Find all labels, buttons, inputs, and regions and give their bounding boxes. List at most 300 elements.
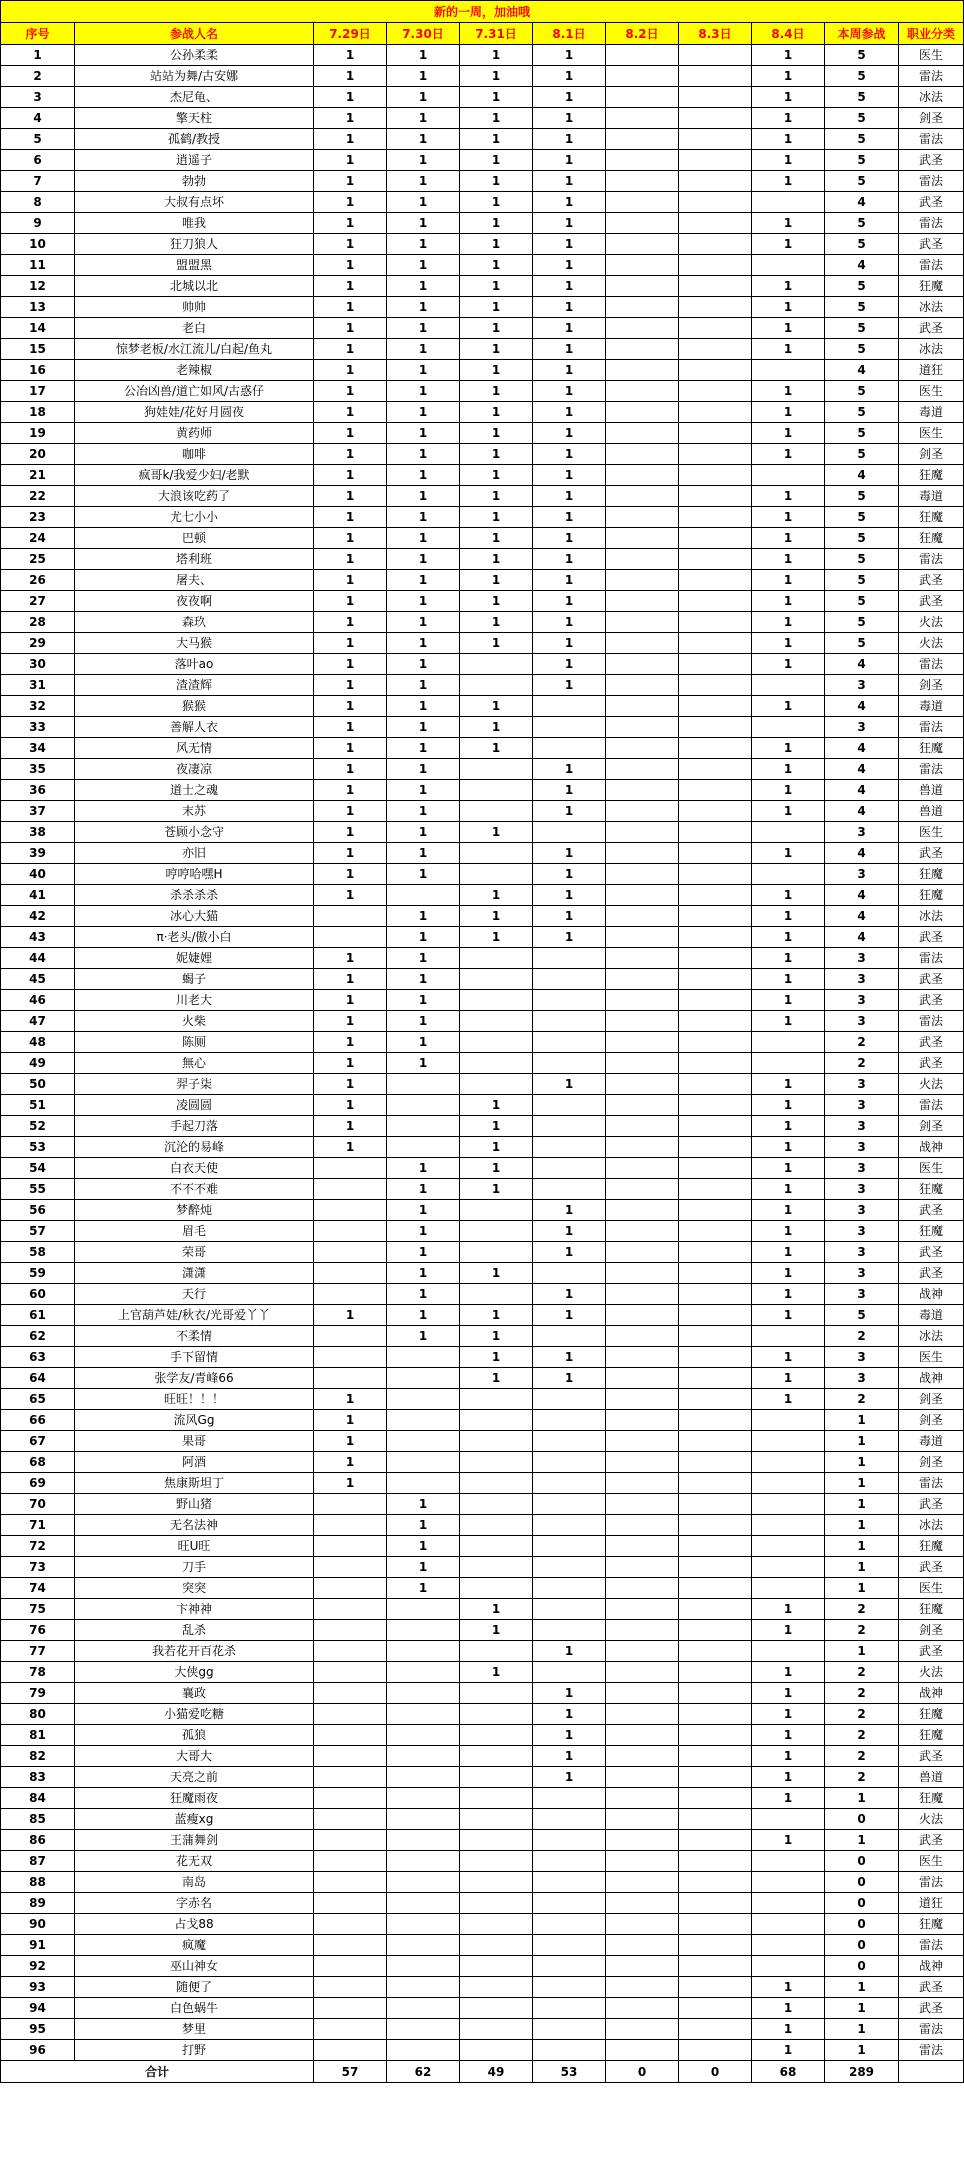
class-cell[interactable]: 医生	[899, 1578, 964, 1599]
participant-name-cell[interactable]: 打野	[75, 2040, 314, 2061]
day-attendance-cell[interactable]	[752, 192, 825, 213]
day-attendance-cell[interactable]	[752, 465, 825, 486]
weekly-total-cell[interactable]: 2	[825, 1662, 899, 1683]
day-attendance-cell[interactable]	[679, 570, 752, 591]
day-attendance-cell[interactable]: 1	[752, 885, 825, 906]
day-attendance-cell[interactable]	[679, 444, 752, 465]
day-attendance-cell[interactable]	[606, 1599, 679, 1620]
row-seq-cell[interactable]: 66	[1, 1410, 75, 1431]
row-seq-cell[interactable]: 47	[1, 1011, 75, 1032]
day-attendance-cell[interactable]	[387, 1788, 460, 1809]
weekly-total-cell[interactable]: 5	[825, 591, 899, 612]
row-seq-cell[interactable]: 13	[1, 297, 75, 318]
day-attendance-cell[interactable]: 1	[314, 864, 387, 885]
day-attendance-cell[interactable]: 1	[460, 1095, 533, 1116]
class-cell[interactable]: 雷法	[899, 1011, 964, 1032]
weekly-total-cell[interactable]: 5	[825, 570, 899, 591]
day-attendance-cell[interactable]	[679, 1662, 752, 1683]
row-seq-cell[interactable]: 16	[1, 360, 75, 381]
participant-name-cell[interactable]: 火柴	[75, 1011, 314, 1032]
day-attendance-cell[interactable]	[533, 1788, 606, 1809]
day-attendance-cell[interactable]	[387, 1347, 460, 1368]
day-attendance-cell[interactable]: 1	[387, 654, 460, 675]
participant-name-cell[interactable]: 旺旺！！！	[75, 1389, 314, 1410]
day-attendance-cell[interactable]: 1	[460, 129, 533, 150]
day-attendance-cell[interactable]	[606, 66, 679, 87]
day-attendance-cell[interactable]: 1	[533, 234, 606, 255]
participant-name-cell[interactable]: 阿酒	[75, 1452, 314, 1473]
day-attendance-cell[interactable]	[679, 549, 752, 570]
day-attendance-cell[interactable]	[606, 444, 679, 465]
day-attendance-cell[interactable]: 1	[460, 1305, 533, 1326]
class-cell[interactable]: 武圣	[899, 591, 964, 612]
day-attendance-cell[interactable]: 1	[314, 276, 387, 297]
participant-name-cell[interactable]: 亦旧	[75, 843, 314, 864]
class-cell[interactable]: 剑圣	[899, 108, 964, 129]
weekly-total-cell[interactable]: 1	[825, 2040, 899, 2061]
row-seq-cell[interactable]: 6	[1, 150, 75, 171]
row-seq-cell[interactable]: 85	[1, 1809, 75, 1830]
weekly-total-cell[interactable]: 3	[825, 1242, 899, 1263]
weekly-total-cell[interactable]: 0	[825, 1851, 899, 1872]
weekly-total-cell[interactable]: 4	[825, 465, 899, 486]
weekly-total-cell[interactable]: 3	[825, 1368, 899, 1389]
day-attendance-cell[interactable]	[752, 360, 825, 381]
class-cell[interactable]: 兽道	[899, 801, 964, 822]
day-attendance-cell[interactable]: 1	[460, 255, 533, 276]
class-cell[interactable]: 武圣	[899, 1977, 964, 1998]
day-attendance-cell[interactable]	[752, 717, 825, 738]
weekly-total-cell[interactable]: 5	[825, 108, 899, 129]
day-attendance-cell[interactable]	[387, 1095, 460, 1116]
row-seq-cell[interactable]: 57	[1, 1221, 75, 1242]
day-attendance-cell[interactable]	[387, 1410, 460, 1431]
day-attendance-cell[interactable]	[752, 1935, 825, 1956]
participant-name-cell[interactable]: 风无情	[75, 738, 314, 759]
day-attendance-cell[interactable]	[387, 1998, 460, 2019]
day-attendance-cell[interactable]: 1	[533, 1746, 606, 1767]
grand-total-cell[interactable]: 289	[825, 2061, 899, 2083]
day-attendance-cell[interactable]	[679, 465, 752, 486]
day-attendance-cell[interactable]	[606, 171, 679, 192]
class-cell[interactable]: 兽道	[899, 780, 964, 801]
day-attendance-cell[interactable]	[314, 1998, 387, 2019]
day-attendance-cell[interactable]	[460, 1410, 533, 1431]
day-attendance-cell[interactable]	[314, 1347, 387, 1368]
day-attendance-cell[interactable]: 1	[533, 1704, 606, 1725]
day-attendance-cell[interactable]	[460, 1074, 533, 1095]
day-attendance-cell[interactable]	[460, 1242, 533, 1263]
day-attendance-cell[interactable]	[460, 1641, 533, 1662]
day-attendance-cell[interactable]: 1	[752, 1347, 825, 1368]
row-seq-cell[interactable]: 89	[1, 1893, 75, 1914]
weekly-total-cell[interactable]: 0	[825, 1935, 899, 1956]
row-seq-cell[interactable]: 35	[1, 759, 75, 780]
day-attendance-cell[interactable]	[533, 738, 606, 759]
day-attendance-cell[interactable]	[533, 1662, 606, 1683]
day-attendance-cell[interactable]	[606, 990, 679, 1011]
day-attendance-cell[interactable]: 1	[533, 549, 606, 570]
day-attendance-cell[interactable]: 1	[533, 402, 606, 423]
day-attendance-cell[interactable]	[606, 297, 679, 318]
day-attendance-cell[interactable]	[752, 1956, 825, 1977]
day-attendance-cell[interactable]: 1	[752, 969, 825, 990]
day-attendance-cell[interactable]	[679, 675, 752, 696]
day-attendance-cell[interactable]	[460, 1893, 533, 1914]
day-attendance-cell[interactable]	[460, 1914, 533, 1935]
day-attendance-cell[interactable]: 1	[752, 66, 825, 87]
row-seq-cell[interactable]: 72	[1, 1536, 75, 1557]
day-attendance-cell[interactable]	[460, 1200, 533, 1221]
weekly-total-cell[interactable]: 3	[825, 675, 899, 696]
day-attendance-cell[interactable]: 1	[460, 423, 533, 444]
participant-name-cell[interactable]: 巫山神女	[75, 1956, 314, 1977]
class-cell[interactable]: 雷法	[899, 717, 964, 738]
weekly-total-cell[interactable]: 3	[825, 717, 899, 738]
day-attendance-cell[interactable]: 1	[460, 717, 533, 738]
day-attendance-cell[interactable]	[606, 1704, 679, 1725]
column-header[interactable]: 7.31日	[460, 23, 533, 45]
day-attendance-cell[interactable]	[679, 885, 752, 906]
day-attendance-cell[interactable]	[679, 1788, 752, 1809]
participant-name-cell[interactable]: 王蒲舞剑	[75, 1830, 314, 1851]
row-seq-cell[interactable]: 58	[1, 1242, 75, 1263]
row-seq-cell[interactable]: 91	[1, 1935, 75, 1956]
day-attendance-cell[interactable]	[606, 528, 679, 549]
day-attendance-cell[interactable]: 1	[752, 444, 825, 465]
class-cell[interactable]: 医生	[899, 45, 964, 66]
day-attendance-cell[interactable]: 1	[460, 465, 533, 486]
class-cell[interactable]: 毒道	[899, 1305, 964, 1326]
day-attendance-cell[interactable]	[606, 1368, 679, 1389]
day-attendance-cell[interactable]	[606, 1179, 679, 1200]
class-cell[interactable]: 雷法	[899, 2040, 964, 2061]
day-attendance-cell[interactable]	[387, 1473, 460, 1494]
class-cell[interactable]: 雷法	[899, 1935, 964, 1956]
day-attendance-cell[interactable]	[752, 1557, 825, 1578]
day-attendance-cell[interactable]	[679, 1242, 752, 1263]
day-attendance-cell[interactable]	[606, 1242, 679, 1263]
day-attendance-cell[interactable]: 1	[314, 1431, 387, 1452]
participant-name-cell[interactable]: 张学友/青峰66	[75, 1368, 314, 1389]
day-attendance-cell[interactable]	[460, 1032, 533, 1053]
day-attendance-cell[interactable]: 1	[387, 465, 460, 486]
day-attendance-cell[interactable]: 1	[752, 1620, 825, 1641]
day-attendance-cell[interactable]	[314, 1242, 387, 1263]
day-attendance-cell[interactable]: 1	[752, 318, 825, 339]
day-attendance-cell[interactable]	[387, 1368, 460, 1389]
day-attendance-cell[interactable]	[387, 1767, 460, 1788]
day-attendance-cell[interactable]	[679, 45, 752, 66]
day-attendance-cell[interactable]: 1	[314, 381, 387, 402]
day-attendance-cell[interactable]	[606, 1326, 679, 1347]
row-seq-cell[interactable]: 45	[1, 969, 75, 990]
participant-name-cell[interactable]: 疯哥k/我爱少妇/老默	[75, 465, 314, 486]
class-cell[interactable]: 狂魔	[899, 528, 964, 549]
day-attendance-cell[interactable]: 1	[533, 444, 606, 465]
weekly-total-cell[interactable]: 1	[825, 1830, 899, 1851]
participant-name-cell[interactable]: 果哥	[75, 1431, 314, 1452]
row-seq-cell[interactable]: 42	[1, 906, 75, 927]
participant-name-cell[interactable]: 孤狼	[75, 1725, 314, 1746]
day-attendance-cell[interactable]	[606, 2040, 679, 2061]
row-seq-cell[interactable]: 5	[1, 129, 75, 150]
day-attendance-cell[interactable]: 1	[752, 1704, 825, 1725]
day-attendance-cell[interactable]	[606, 276, 679, 297]
day-attendance-cell[interactable]: 1	[387, 192, 460, 213]
day-attendance-cell[interactable]	[606, 1032, 679, 1053]
participant-name-cell[interactable]: 老辣椒	[75, 360, 314, 381]
day-attendance-cell[interactable]: 1	[460, 276, 533, 297]
day-attendance-cell[interactable]: 1	[752, 780, 825, 801]
day-attendance-cell[interactable]: 1	[533, 276, 606, 297]
weekly-total-cell[interactable]: 2	[825, 1599, 899, 1620]
day-attendance-cell[interactable]	[606, 1284, 679, 1305]
day-attendance-cell[interactable]	[387, 1620, 460, 1641]
weekly-total-cell[interactable]: 5	[825, 549, 899, 570]
participant-name-cell[interactable]: 巴顿	[75, 528, 314, 549]
day-attendance-cell[interactable]	[460, 654, 533, 675]
participant-name-cell[interactable]: 沉沦的易峰	[75, 1137, 314, 1158]
participant-name-cell[interactable]: 蓝瘦xg	[75, 1809, 314, 1830]
day-attendance-cell[interactable]: 1	[387, 1053, 460, 1074]
class-cell[interactable]: 医生	[899, 1347, 964, 1368]
day-attendance-cell[interactable]: 1	[314, 570, 387, 591]
column-header[interactable]: 本周参战	[825, 23, 899, 45]
participant-name-cell[interactable]: 川老大	[75, 990, 314, 1011]
day-attendance-cell[interactable]: 1	[752, 1788, 825, 1809]
class-cell[interactable]: 毒道	[899, 486, 964, 507]
row-seq-cell[interactable]: 88	[1, 1872, 75, 1893]
class-cell[interactable]: 武圣	[899, 234, 964, 255]
day-attendance-cell[interactable]: 1	[752, 297, 825, 318]
weekly-total-cell[interactable]: 1	[825, 1536, 899, 1557]
day-attendance-cell[interactable]: 1	[460, 1116, 533, 1137]
day-attendance-cell[interactable]	[533, 696, 606, 717]
class-cell[interactable]: 武圣	[899, 570, 964, 591]
class-cell[interactable]: 武圣	[899, 1032, 964, 1053]
day-attendance-cell[interactable]: 1	[387, 129, 460, 150]
day-attendance-cell[interactable]: 1	[752, 234, 825, 255]
day-attendance-cell[interactable]	[314, 1872, 387, 1893]
day-attendance-cell[interactable]: 1	[387, 213, 460, 234]
day-attendance-cell[interactable]	[314, 1662, 387, 1683]
day-attendance-cell[interactable]: 1	[533, 87, 606, 108]
day-attendance-cell[interactable]	[679, 1515, 752, 1536]
day-attendance-cell[interactable]	[460, 1494, 533, 1515]
class-cell[interactable]: 雷法	[899, 1473, 964, 1494]
day-attendance-cell[interactable]	[533, 1431, 606, 1452]
class-cell[interactable]: 雷法	[899, 255, 964, 276]
class-cell[interactable]: 雷法	[899, 759, 964, 780]
day-attendance-cell[interactable]	[679, 1410, 752, 1431]
day-attendance-cell[interactable]	[533, 1473, 606, 1494]
row-seq-cell[interactable]: 70	[1, 1494, 75, 1515]
participant-name-cell[interactable]: 狂魔雨夜	[75, 1788, 314, 1809]
day-attendance-cell[interactable]	[460, 843, 533, 864]
day-attendance-cell[interactable]	[679, 213, 752, 234]
row-seq-cell[interactable]: 33	[1, 717, 75, 738]
participant-name-cell[interactable]: 苍顾小念守	[75, 822, 314, 843]
day-attendance-cell[interactable]	[314, 1977, 387, 1998]
day-attendance-cell[interactable]	[679, 1137, 752, 1158]
day-attendance-cell[interactable]: 1	[752, 1767, 825, 1788]
day-attendance-cell[interactable]	[533, 1494, 606, 1515]
day-attendance-cell[interactable]	[533, 990, 606, 1011]
day-attendance-cell[interactable]: 1	[533, 801, 606, 822]
row-seq-cell[interactable]: 34	[1, 738, 75, 759]
day-attendance-cell[interactable]	[679, 801, 752, 822]
day-attendance-cell[interactable]: 1	[314, 801, 387, 822]
day-attendance-cell[interactable]: 1	[460, 570, 533, 591]
day-attendance-cell[interactable]	[533, 2019, 606, 2040]
day-attendance-cell[interactable]: 1	[752, 906, 825, 927]
participant-name-cell[interactable]: 小猫爱吃糖	[75, 1704, 314, 1725]
day-attendance-cell[interactable]: 1	[460, 738, 533, 759]
day-attendance-cell[interactable]	[387, 1599, 460, 1620]
row-seq-cell[interactable]: 12	[1, 276, 75, 297]
participant-name-cell[interactable]: 眉毛	[75, 1221, 314, 1242]
day-attendance-cell[interactable]	[460, 1536, 533, 1557]
day-attendance-cell[interactable]: 1	[533, 465, 606, 486]
day-attendance-cell[interactable]	[460, 1389, 533, 1410]
day-attendance-cell[interactable]: 1	[752, 1662, 825, 1683]
day-attendance-cell[interactable]: 1	[314, 738, 387, 759]
day-attendance-cell[interactable]	[679, 780, 752, 801]
day-attendance-cell[interactable]	[533, 1137, 606, 1158]
day-attendance-cell[interactable]: 1	[533, 759, 606, 780]
class-cell[interactable]: 冰法	[899, 87, 964, 108]
participant-name-cell[interactable]: 无名法神	[75, 1515, 314, 1536]
day-attendance-cell[interactable]: 1	[314, 318, 387, 339]
day-attendance-cell[interactable]: 1	[460, 507, 533, 528]
weekly-total-cell[interactable]: 2	[825, 1032, 899, 1053]
day-attendance-cell[interactable]	[752, 822, 825, 843]
day-attendance-cell[interactable]: 1	[387, 1515, 460, 1536]
day-attendance-cell[interactable]	[533, 1515, 606, 1536]
day-attendance-cell[interactable]: 1	[460, 486, 533, 507]
day-attendance-cell[interactable]: 1	[460, 927, 533, 948]
day-attendance-cell[interactable]	[679, 318, 752, 339]
day-attendance-cell[interactable]: 1	[314, 759, 387, 780]
day-attendance-cell[interactable]: 1	[752, 1200, 825, 1221]
day-attendance-cell[interactable]: 1	[533, 1305, 606, 1326]
day-attendance-cell[interactable]: 1	[460, 444, 533, 465]
day-attendance-cell[interactable]: 1	[752, 1725, 825, 1746]
day-attendance-cell[interactable]	[460, 969, 533, 990]
day-attendance-cell[interactable]: 1	[533, 906, 606, 927]
day-attendance-cell[interactable]	[387, 1116, 460, 1137]
row-seq-cell[interactable]: 52	[1, 1116, 75, 1137]
row-seq-cell[interactable]: 28	[1, 612, 75, 633]
participant-name-cell[interactable]: 孤鹤/教授	[75, 129, 314, 150]
day-attendance-cell[interactable]	[752, 1452, 825, 1473]
day-attendance-cell[interactable]: 1	[387, 801, 460, 822]
weekly-total-cell[interactable]: 0	[825, 1809, 899, 1830]
day-attendance-cell[interactable]: 1	[387, 1536, 460, 1557]
day-attendance-cell[interactable]	[606, 738, 679, 759]
day-attendance-cell[interactable]	[387, 1956, 460, 1977]
class-cell[interactable]: 战神	[899, 1368, 964, 1389]
day-attendance-cell[interactable]	[679, 969, 752, 990]
day-attendance-cell[interactable]	[460, 1830, 533, 1851]
row-seq-cell[interactable]: 15	[1, 339, 75, 360]
day-attendance-cell[interactable]: 1	[752, 1389, 825, 1410]
weekly-total-cell[interactable]: 2	[825, 1683, 899, 1704]
day-attendance-cell[interactable]	[533, 1977, 606, 1998]
day-attendance-cell[interactable]	[533, 1116, 606, 1137]
weekly-total-cell[interactable]: 0	[825, 1893, 899, 1914]
class-cell[interactable]: 道狂	[899, 360, 964, 381]
day-attendance-cell[interactable]: 1	[387, 1179, 460, 1200]
day-attendance-cell[interactable]: 1	[460, 822, 533, 843]
row-seq-cell[interactable]: 46	[1, 990, 75, 1011]
day-attendance-cell[interactable]: 1	[533, 1641, 606, 1662]
day-attendance-cell[interactable]: 1	[460, 108, 533, 129]
class-cell[interactable]: 医生	[899, 1851, 964, 1872]
day-attendance-cell[interactable]: 1	[533, 318, 606, 339]
day-attendance-cell[interactable]: 1	[460, 192, 533, 213]
participant-name-cell[interactable]: 擎天柱	[75, 108, 314, 129]
day-attendance-cell[interactable]: 1	[387, 381, 460, 402]
weekly-total-cell[interactable]: 2	[825, 1620, 899, 1641]
row-seq-cell[interactable]: 43	[1, 927, 75, 948]
day-attendance-cell[interactable]: 1	[387, 423, 460, 444]
row-seq-cell[interactable]: 94	[1, 1998, 75, 2019]
day-attendance-cell[interactable]	[606, 1473, 679, 1494]
day-attendance-cell[interactable]	[314, 1557, 387, 1578]
row-seq-cell[interactable]: 76	[1, 1620, 75, 1641]
weekly-total-cell[interactable]: 4	[825, 360, 899, 381]
day-attendance-cell[interactable]	[679, 654, 752, 675]
weekly-total-cell[interactable]: 5	[825, 129, 899, 150]
row-seq-cell[interactable]: 78	[1, 1662, 75, 1683]
class-cell[interactable]: 火法	[899, 633, 964, 654]
day-attendance-cell[interactable]	[679, 1368, 752, 1389]
row-seq-cell[interactable]: 67	[1, 1431, 75, 1452]
participant-name-cell[interactable]: 杀杀杀杀	[75, 885, 314, 906]
participant-name-cell[interactable]: 占戈88	[75, 1914, 314, 1935]
day-attendance-cell[interactable]: 1	[387, 969, 460, 990]
weekly-total-cell[interactable]: 5	[825, 507, 899, 528]
day-attendance-cell[interactable]: 1	[752, 1011, 825, 1032]
weekly-total-cell[interactable]: 3	[825, 864, 899, 885]
day-attendance-cell[interactable]	[606, 717, 679, 738]
class-cell[interactable]: 武圣	[899, 927, 964, 948]
day-attendance-cell[interactable]	[606, 1515, 679, 1536]
row-seq-cell[interactable]: 10	[1, 234, 75, 255]
row-seq-cell[interactable]: 61	[1, 1305, 75, 1326]
participant-name-cell[interactable]: 凌圆圆	[75, 1095, 314, 1116]
day-attendance-cell[interactable]: 1	[752, 570, 825, 591]
day-attendance-cell[interactable]	[606, 948, 679, 969]
participant-name-cell[interactable]: 道士之魂	[75, 780, 314, 801]
day-attendance-cell[interactable]: 1	[314, 150, 387, 171]
day-attendance-cell[interactable]	[679, 1095, 752, 1116]
participant-name-cell[interactable]: 帅帅	[75, 297, 314, 318]
day-attendance-cell[interactable]: 1	[752, 1242, 825, 1263]
row-seq-cell[interactable]: 55	[1, 1179, 75, 1200]
participant-name-cell[interactable]: 屠夫、	[75, 570, 314, 591]
day-attendance-cell[interactable]	[314, 1830, 387, 1851]
class-cell[interactable]: 毒道	[899, 402, 964, 423]
weekly-total-cell[interactable]: 5	[825, 528, 899, 549]
weekly-total-cell[interactable]: 2	[825, 1746, 899, 1767]
participant-name-cell[interactable]: 落叶ao	[75, 654, 314, 675]
participant-name-cell[interactable]: 尤七小小	[75, 507, 314, 528]
column-header[interactable]: 职业分类	[899, 23, 964, 45]
day-attendance-cell[interactable]: 1	[387, 759, 460, 780]
